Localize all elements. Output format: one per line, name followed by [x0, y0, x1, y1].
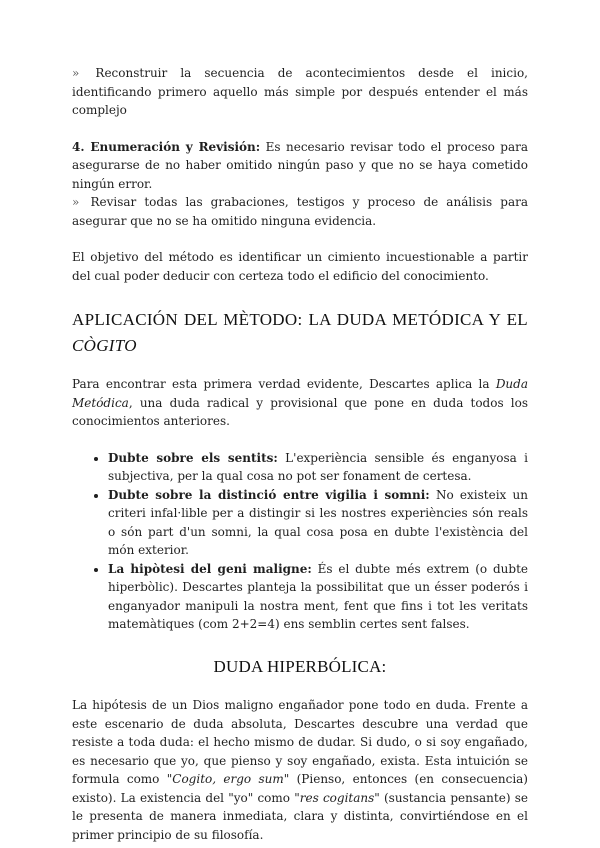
methodic-text-b: , una duda radical y provisional que pone en duda todos los conocimientos anteriores.: [72, 395, 528, 428]
heading-line-1: APLICACIÓN DEL MÈTODO: LA DUDA METÓDICA Y EL: [72, 310, 528, 329]
final-text-c: (sustancia pensante) se le presenta de manera inmediata, clara y distinta, convirtiéndose en el primer principio de su filosofía.: [72, 790, 528, 842]
bullet-text: No existeix un criteri infal·lible per a distingir si les nostres experiències són reals o són part d'un somni, la qual cosa posa en dubte l'existència del món exterior.: [108, 487, 528, 557]
final-text-b: (Pienso, entonces (en consecuencia) existo). La existencia del "yo" como: [72, 772, 528, 805]
objective-text: El objetivo del método es identificar un cimiento incuestionable a partir del cual poder deducir con certeza todo el edificio del conocimiento.: [72, 250, 528, 283]
res-cogitans-quote: "res cogitans": [294, 790, 380, 805]
bullet-title: La hipòtesi del geni maligne:: [108, 561, 312, 576]
bullet-text: L'experiència sensible és enganyosa i subjectiva, per la qual cosa no pot ser fonament de certesa.: [108, 450, 528, 483]
arrow-marker: »: [72, 66, 80, 80]
enumeration-title: 4. Enumeración y Revisión:: [72, 139, 261, 154]
paragraph-hyperbolic: [72, 696, 528, 844]
enumeration-text: Es necesario revisar todo el proceso para asegurarse de no haber omitido ningún paso y que no se haya cometido ningún error.: [72, 139, 529, 191]
review-text: Revisar todas las grabaciones, testigos y proceso de análisis para asegurar que no se ha omitido ninguna evidencia.: [72, 195, 528, 228]
list-item: [108, 486, 528, 560]
methodic-text-a: Para encontrar esta primera verdad evidente, Descartes aplica la: [72, 377, 496, 391]
paragraph-review: [72, 193, 528, 230]
bullet-title: Dubte sobre la distinció entre vigilia i somni:: [108, 487, 430, 502]
final-text-a: La hipótesis de un Dios maligno engañador pone todo en duda. Frente a este escenario de duda absoluta, Descartes descubre una verdad que resiste a toda duda: el hecho mismo de dudar. Si dudo, o si soy engañado, es necesario que yo, que pienso y soy engañado, exista. Esta intuición se formula como: [72, 698, 528, 786]
paragraph-reconstruct: [72, 64, 528, 120]
section-heading-cogito: [72, 307, 528, 359]
list-item: [108, 449, 528, 486]
paragraph-enumeration: [72, 138, 528, 194]
cogito-quote: "Cogito, ergo sum": [166, 772, 290, 786]
methodic-emphasis: Duda Metódica: [72, 377, 528, 410]
paragraph-objective: [72, 248, 528, 285]
doubt-list: [72, 449, 528, 634]
section-heading-hyperbolic: DUDA HIPERBÓLICA:: [213, 656, 387, 676]
reconstruct-text: Reconstruir la secuencia de acontecimientos desde el inicio, identificando primero aquello más simple por después entender el más complejo: [72, 66, 528, 117]
bullet-title: Dubte sobre els sentits:: [108, 450, 278, 465]
document-page: [72, 64, 528, 844]
bullet-text: És el dubte més extrem (o dubte hiperbòlic). Descartes planteja la possibilitat que un ésser poderós i enganyador manipuli la nostra ment, fent que fins i tot les veritats matemàtiques (com 2+2=4) ens semblin certes sent falses.: [108, 561, 528, 631]
heading-line-2: CÒGITO: [72, 336, 137, 355]
arrow-marker: »: [72, 195, 80, 209]
paragraph-methodic-doubt: [72, 375, 528, 431]
list-item: [108, 560, 528, 634]
